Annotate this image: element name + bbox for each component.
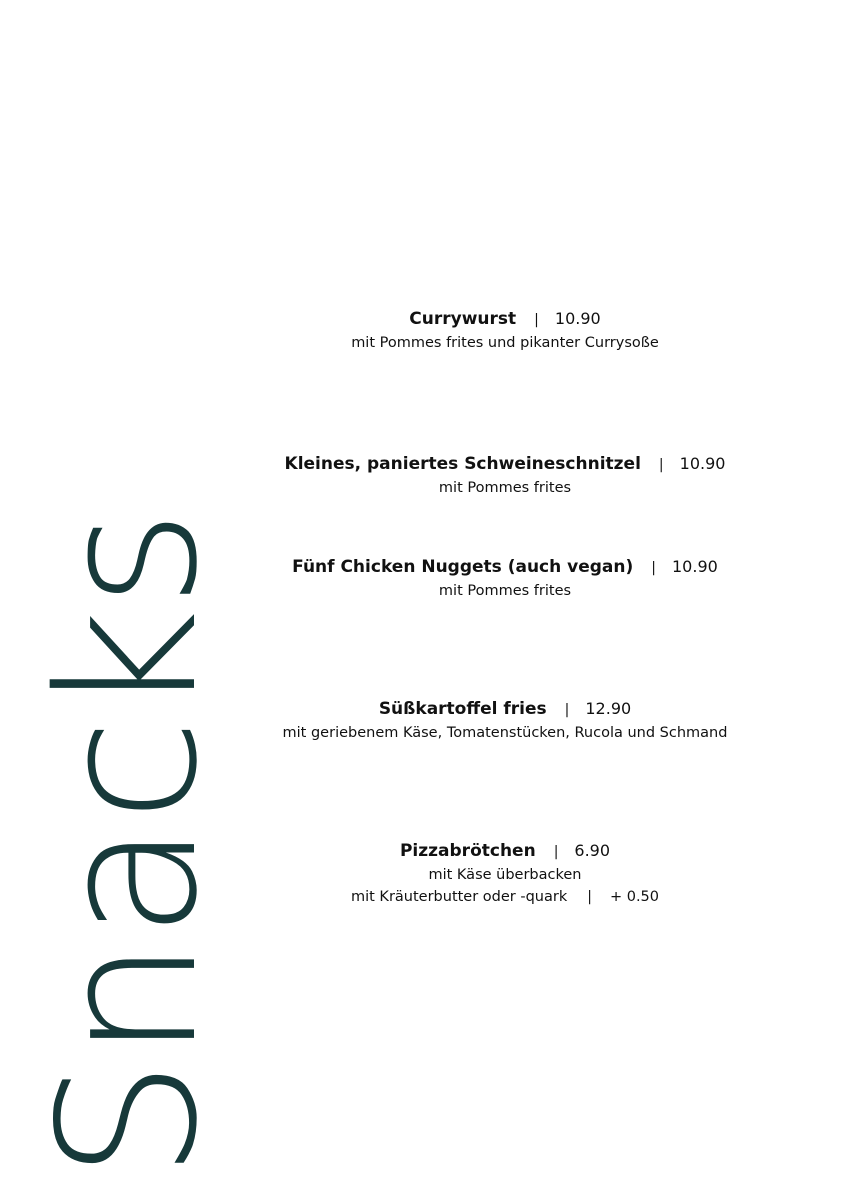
menu-list [200, 0, 810, 1200]
side-title [12, 509, 239, 1190]
menu-item-header [200, 839, 810, 864]
separator: | [564, 702, 570, 718]
menu-item-description: mit Pommes frites [438, 480, 572, 496]
separator: | [651, 560, 656, 576]
menu-item-price: 6.90 [574, 841, 611, 860]
menu-item-sweet-potato-fries [200, 697, 810, 744]
separator: | [534, 312, 539, 328]
menu-item-schnitzel [200, 452, 810, 499]
menu-item-name: Kleines, paniertes Schweineschnitzel [284, 454, 641, 474]
menu-item-price: 10.90 [679, 454, 726, 473]
menu-item-currywurst [200, 307, 810, 354]
separator: | [658, 457, 664, 473]
extra-option-price: + 0.50 [609, 889, 660, 905]
menu-item-header [200, 307, 810, 332]
menu-item-name: Süßkartoffel fries [378, 699, 547, 719]
menu-item-price: 10.90 [554, 309, 601, 328]
extra-option-label: mit Kräuterbutter oder -quark [350, 889, 568, 905]
menu-item-description: mit Pommes frites [438, 583, 572, 599]
separator: | [587, 889, 592, 905]
menu-item-pizzabroetchen [200, 839, 810, 908]
menu-item-name: Fünf Chicken Nuggets (auch vegan) [292, 557, 634, 577]
menu-item-name: Currywurst [409, 309, 517, 329]
menu-item-description: mit Pommes frites und pikanter Currysoße [351, 335, 659, 351]
menu-item-header [200, 452, 810, 477]
menu-item-header [200, 697, 810, 722]
menu-item-description: mit Käse überbacken [428, 867, 582, 883]
menu-item-nuggets [200, 555, 810, 602]
menu-item-price: 10.90 [672, 557, 718, 576]
menu-item-header [200, 555, 810, 580]
menu-item-name: Pizzabrötchen [399, 841, 536, 861]
menu-item-extra-option [200, 886, 810, 908]
separator: | [553, 844, 559, 860]
menu-item-price: 12.90 [585, 699, 632, 718]
side-title-text: Snacks [18, 509, 239, 1180]
menu-item-description: mit geriebenem Käse, Tomatenstücken, Rucola und Schmand [282, 725, 728, 741]
